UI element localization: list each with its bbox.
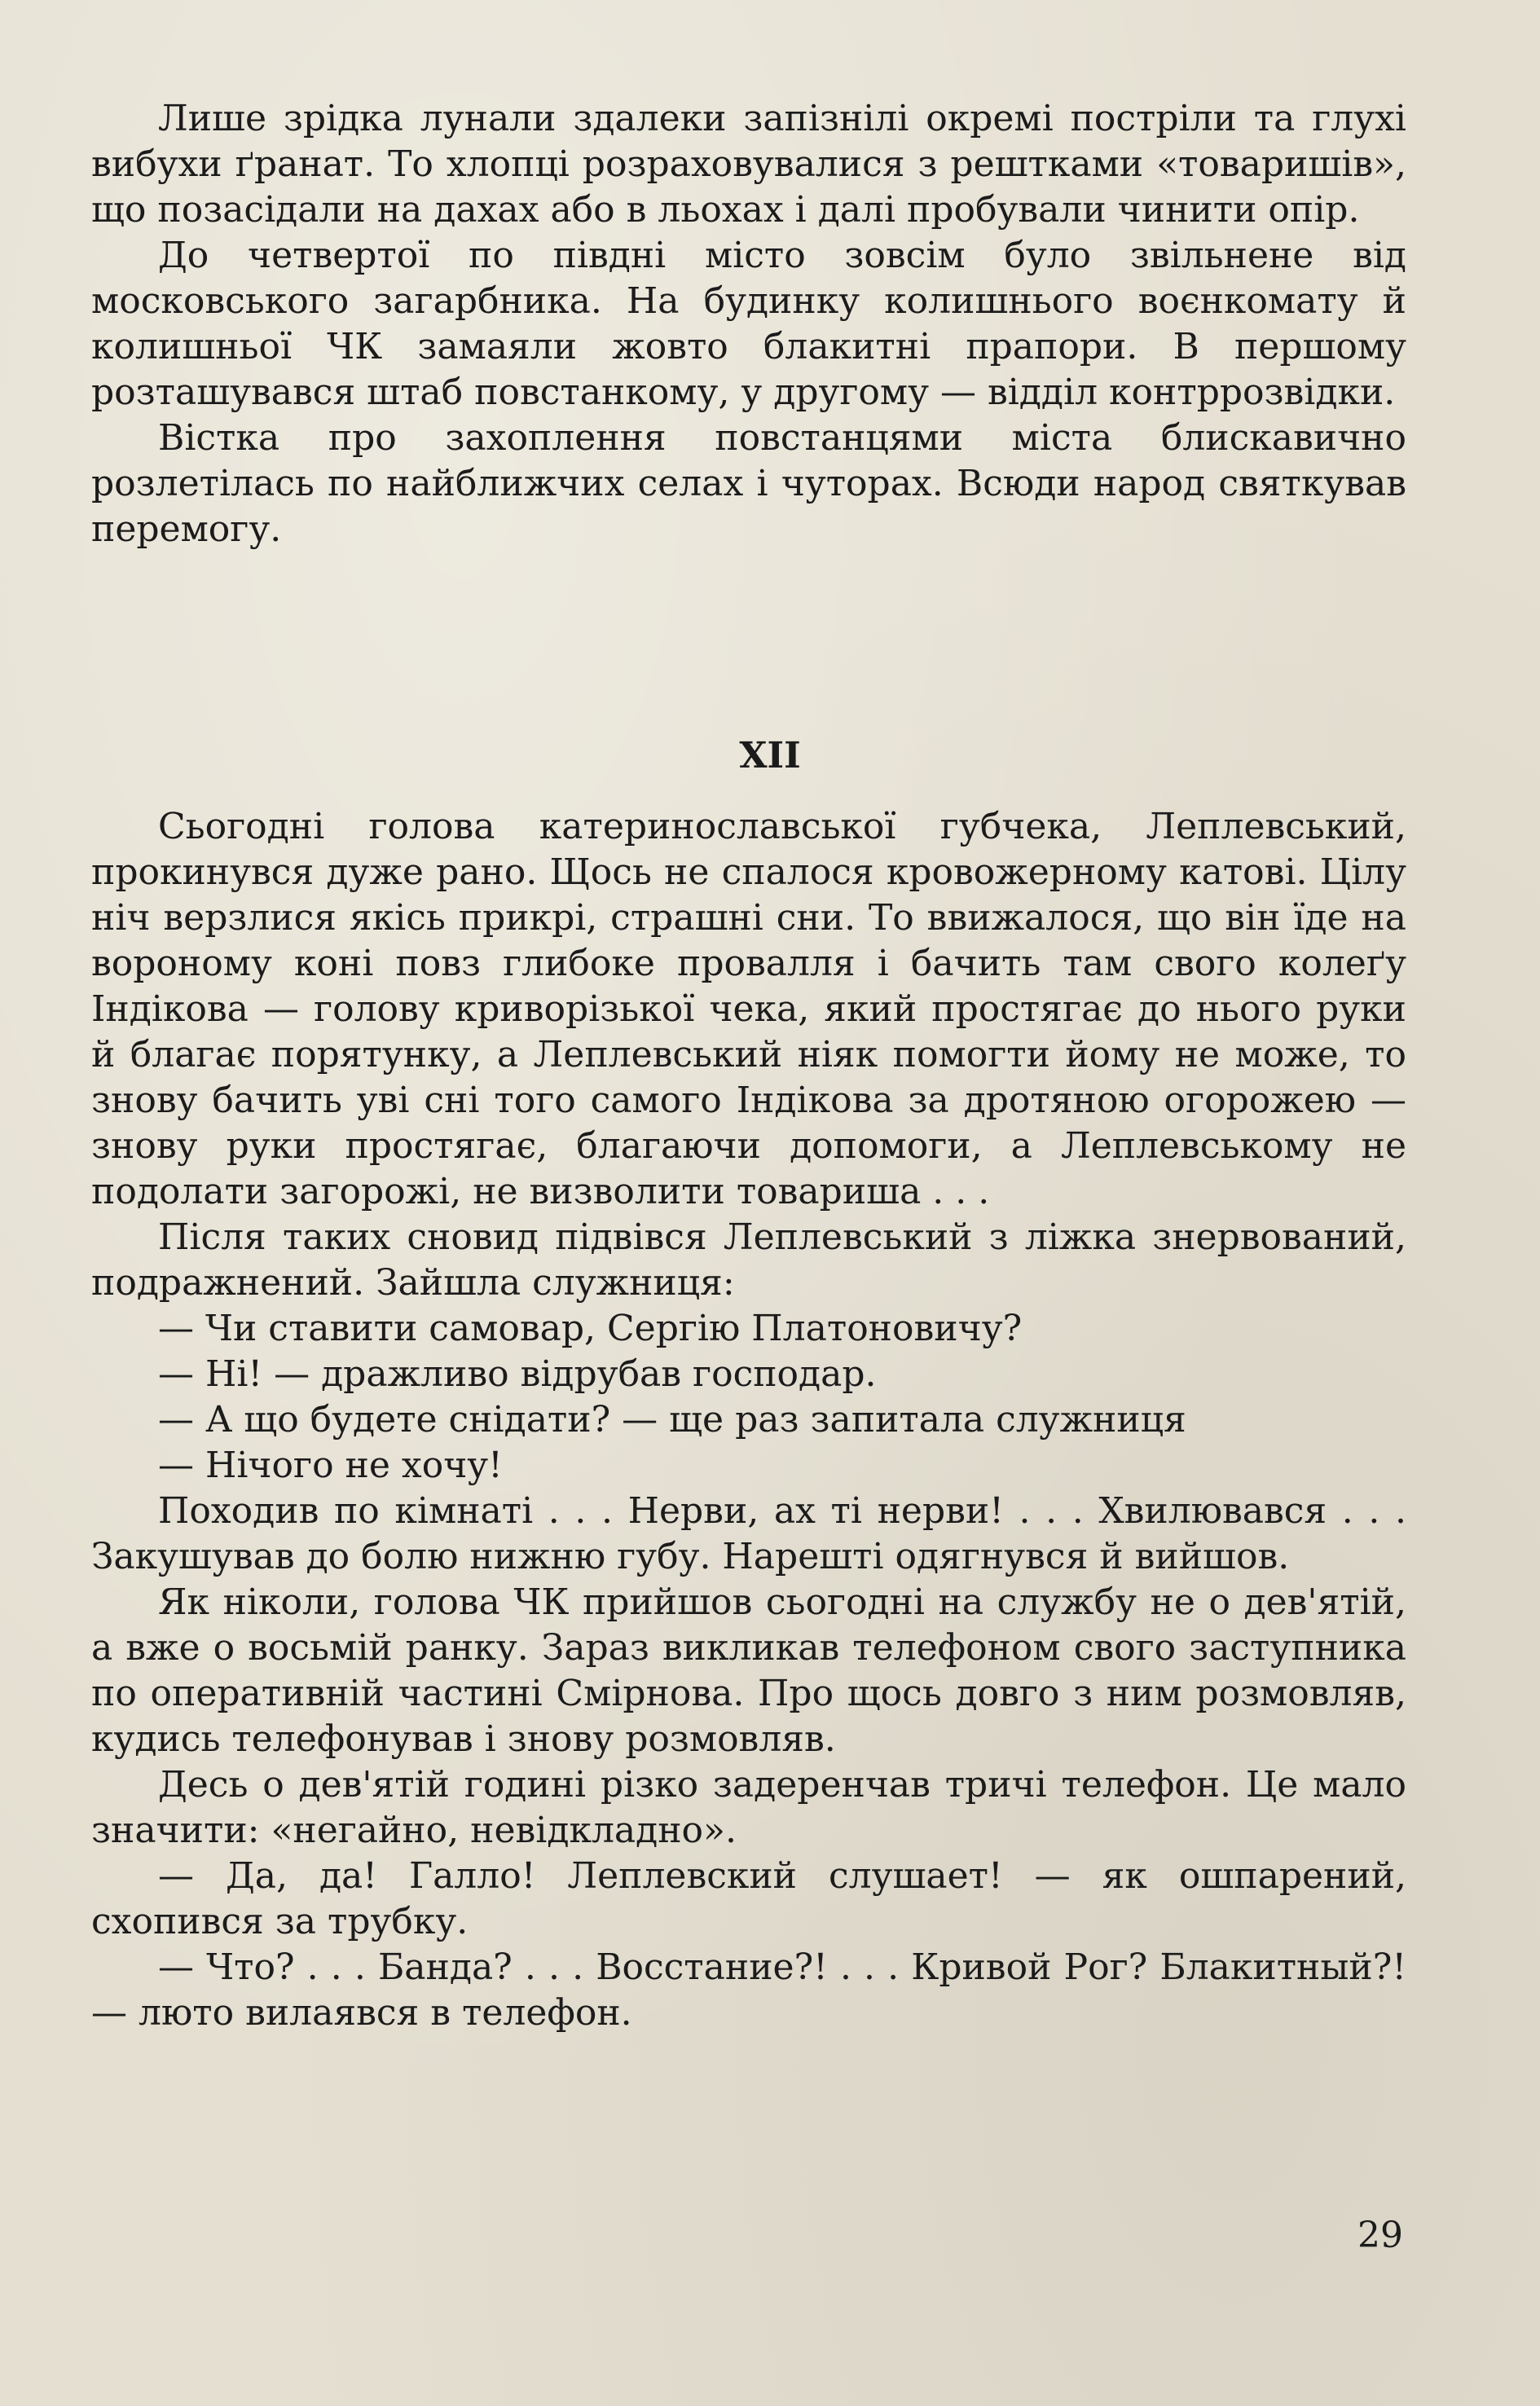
main-text-block — [91, 804, 1406, 2036]
dialogue-line: — А що будете снідати? — ще раз запитала служниця — [158, 1399, 1186, 1441]
dialogue-line: — Ні! — дражливо відрубав господар. — [158, 1353, 877, 1395]
paragraph: Як ніколи, голова ЧК прийшов сьогодні на службу не о дев'ятій, а вже о восьмій ранку. Зараз викликав телефоном свого заступника по оперативній частині Смірнова. Про щось довго з ним розмовляв, кудись телефонував і знову розмовляв. — [91, 1581, 1406, 1760]
paragraph: Після таких сновид підвівся Леплевський з ліжка знервований, подражнений. Зайшла служниця: — [91, 1216, 1406, 1304]
paragraph: Походив по кімнаті . . . Нерви, ах ті нерви! . . . Хвилювався . . . Закушував до болю нижню губу. Нарешті одягнувся й вийшов. — [91, 1490, 1406, 1577]
paragraph: До четвертої по півдні місто зовсім було звільнене від московського загарбника. На будинку колишнього воєнкомату й колишньої ЧК замаяли жовто блакитні прапори. В першому розташувався штаб повстанкому, у другому — відділ контррозвідки. — [91, 235, 1406, 413]
paragraph: Сьогодні голова катеринославської губчека, Леплевський, прокинувся дуже рано. Щось не спалося кровожерному катові. Цілу ніч верзлися якісь прикрі, страшні сни. То ввижалося, що він їде на вороному коні повз глибоке провалля і бачить там свого колеґу Індікова — голову криворізької чека, який простягає до нього руки й благає порятунку, а Леплевський ніяк помогти йому не може, то знову бачить уві сні того самого Індікова за дротяною огорожею — знову руки простягає, благаючи допомоги, а Леплевському не подолати загорожі, не визволити товариша . . . — [91, 806, 1406, 1212]
top-text-block — [91, 96, 1406, 552]
paragraph: Вістка про захоплення повстанцями міста блискавично розлетілась по найближчих селах і чуторах. Всюди народ святкував перемогу. — [91, 417, 1406, 550]
chapter-heading: XII — [739, 735, 801, 776]
dialogue-line: — Что? . . . Банда? . . . Восстание?! . . . Кривой Рог? Блакитный?! — люто вилаявся в телефон. — [91, 1946, 1406, 2034]
paragraph: Лише зрідка лунали здалеки запізнілі окремі постріли та глухі вибухи ґранат. То хлопці розраховувалися з рештками «товаришів», що позасідали на дахах або в льохах і далі пробували чинити опір. — [91, 98, 1406, 231]
dialogue-line: — Нічого не хочу! — [158, 1445, 503, 1486]
dialogue-line: — Да, да! Галло! Леплевский слушает! — як ошпарений, схопився за трубку. — [91, 1855, 1406, 1942]
page-number: 29 — [1357, 2215, 1403, 2256]
dialogue-line: — Чи ставити самовар, Сергію Платоновичу? — [158, 1308, 1023, 1349]
paragraph: Десь о дев'ятій годині різко задеренчав тричі телефон. Це мало значити: «негайно, невідкладно». — [91, 1764, 1406, 1851]
